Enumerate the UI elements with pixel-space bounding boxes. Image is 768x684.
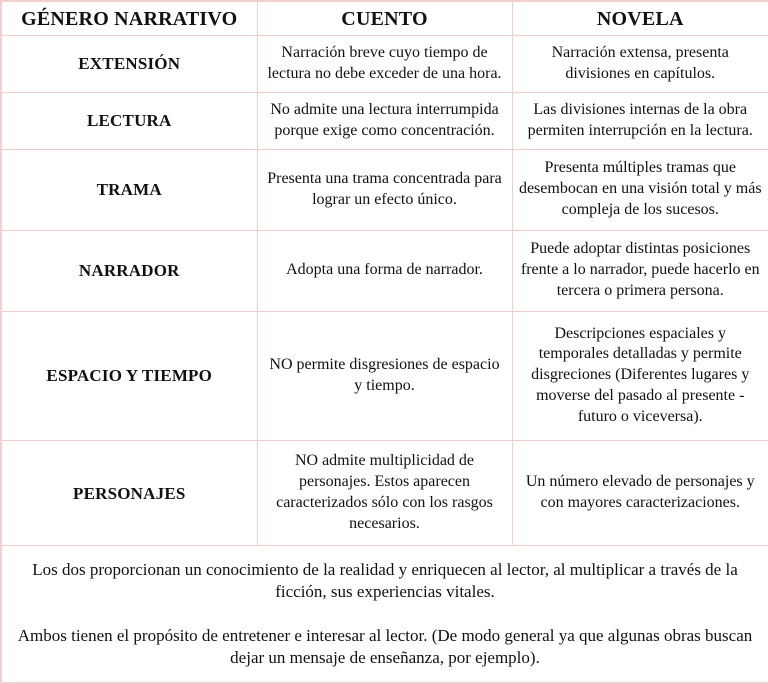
column-header-genero-narrativo: GÉNERO NARRATIVO bbox=[1, 1, 257, 36]
row-label-personajes: PERSONAJES bbox=[1, 441, 257, 546]
cell-novela-espacio-y-tiempo: Descripciones espaciales y temporales detalladas y permite disgreciones (Diferentes lugares y moverse del pasado al presente -futuro o viceversa). bbox=[512, 311, 768, 441]
cell-cuento-extension: Narración breve cuyo tiempo de lectura no debe exceder de una hora. bbox=[257, 36, 512, 93]
footer-summary bbox=[1, 546, 768, 683]
table-footer-row bbox=[1, 546, 768, 683]
table-header-row bbox=[1, 1, 768, 36]
table-row bbox=[1, 311, 768, 441]
cell-novela-personajes: Un número elevado de personajes y con mayores caracterizaciones. bbox=[512, 441, 768, 546]
row-label-narrador: NARRADOR bbox=[1, 230, 257, 311]
footer-paragraph-1: Los dos proporcionan un conocimiento de la realidad y enriquecen al lector, al multiplicar a través de la ficción, sus experiencias vitales. bbox=[32, 559, 738, 602]
row-label-trama: TRAMA bbox=[1, 149, 257, 230]
cell-cuento-trama: Presenta una trama concentrada para lograr un efecto único. bbox=[257, 149, 512, 230]
row-label-extension: EXTENSIÓN bbox=[1, 36, 257, 93]
row-label-espacio-y-tiempo: ESPACIO Y TIEMPO bbox=[1, 311, 257, 441]
table-row bbox=[1, 149, 768, 230]
cell-cuento-narrador: Adopta una forma de narrador. bbox=[257, 230, 512, 311]
column-header-novela: NOVELA bbox=[512, 1, 768, 36]
table-row bbox=[1, 36, 768, 93]
cell-novela-lectura: Las divisiones internas de la obra permiten interrupción en la lectura. bbox=[512, 93, 768, 150]
table-row bbox=[1, 93, 768, 150]
cell-novela-narrador: Puede adoptar distintas posiciones frente a lo narrador, puede hacerlo en tercera o primera persona. bbox=[512, 230, 768, 311]
cell-cuento-personajes: NO admite multiplicidad de personajes. Estos aparecen caracterizados sólo con los rasgos necesarios. bbox=[257, 441, 512, 546]
footer-paragraph-2: Ambos tienen el propósito de entretener e interesar al lector. (De modo general ya que algunas obras buscan dejar un mensaje de enseñanza, por ejemplo). bbox=[17, 625, 753, 668]
cell-novela-trama: Presenta múltiples tramas que desembocan en una visión total y más compleja de los sucesos. bbox=[512, 149, 768, 230]
cell-cuento-lectura: No admite una lectura interrumpida porque exige como concentración. bbox=[257, 93, 512, 150]
table-row bbox=[1, 441, 768, 546]
column-header-cuento: CUENTO bbox=[257, 1, 512, 36]
row-label-lectura: LECTURA bbox=[1, 93, 257, 150]
table-row bbox=[1, 230, 768, 311]
cell-cuento-espacio-y-tiempo: NO permite disgresiones de espacio y tiempo. bbox=[257, 311, 512, 441]
cell-novela-extension: Narración extensa, presenta divisiones en capítulos. bbox=[512, 36, 768, 93]
